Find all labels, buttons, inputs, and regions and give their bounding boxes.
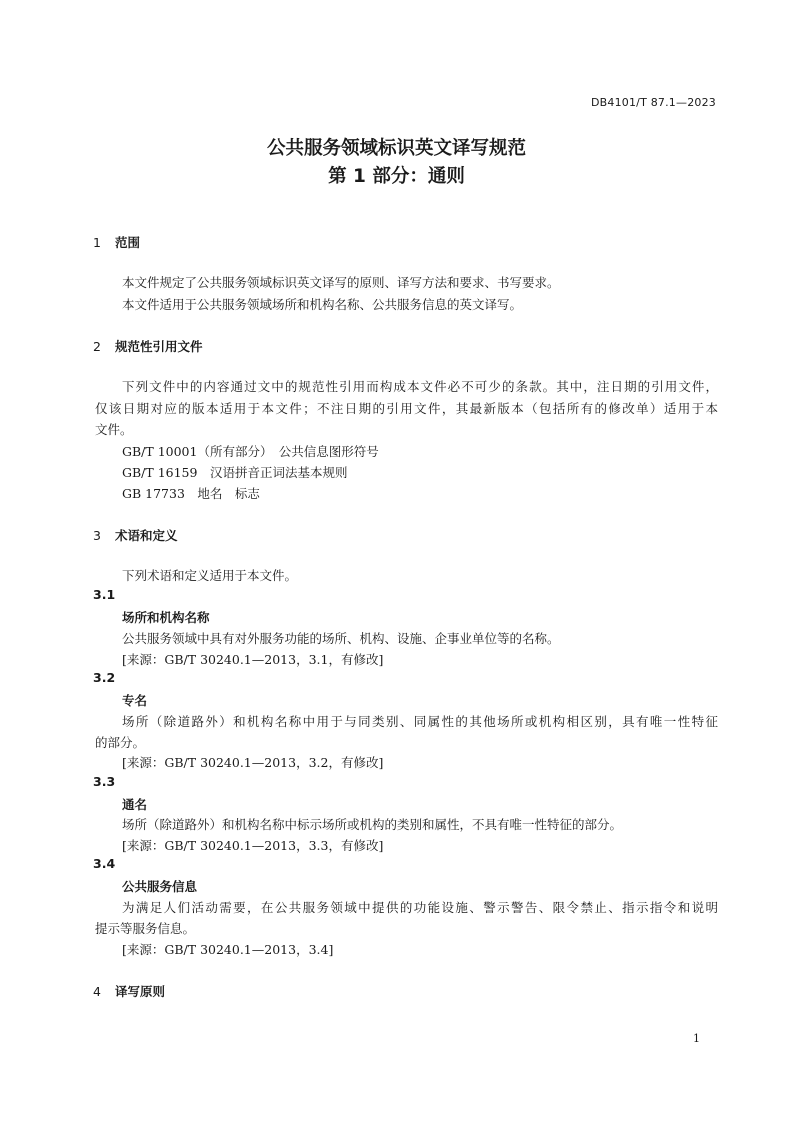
section-number: 3 (93, 528, 101, 543)
term-source: [来源：GB/T 30240.1—2013，3.3，有修改] (122, 838, 384, 853)
reference-item: GB/T 10001（所有部分） 公共信息图形符号 (122, 444, 379, 459)
term-definition: 公共服务领域中具有对外服务功能的场所、机构、设施、企事业单位等的名称。 (122, 631, 560, 646)
term-name: 场所和机构名称 (122, 610, 210, 625)
term-number: 3.4 (93, 856, 116, 871)
document-number: DB4101/T 87.1—2023 (590, 96, 716, 109)
paragraph: 本文件适用于公共服务领域场所和机构名称、公共服务信息的英文译写。 (122, 297, 523, 312)
section-title: 术语和定义 (115, 528, 178, 543)
section-3-heading (93, 526, 178, 544)
section-number: 2 (93, 339, 101, 354)
paragraph-line: 仅该日期对应的版本适用于本文件；不注日期的引用文件，其最新版本（包括所有的修改单）适用于本 (95, 401, 718, 416)
term-source: [来源：GB/T 30240.1—2013，3.4] (122, 942, 334, 957)
document-title: 公共服务领域标识英文译写规范 (266, 138, 526, 159)
term-number: 3.3 (93, 774, 116, 789)
section-1-heading (93, 233, 140, 251)
section-4-heading (93, 982, 165, 1000)
section-title: 范围 (115, 235, 141, 250)
term-definition: 场所（除道路外）和机构名称中用于与同类别、同属性的其他场所或机构相区别，具有唯一性特征 (122, 714, 718, 729)
term-definition: 为满足人们活动需要，在公共服务领域中提供的功能设施、警示警告、限令禁止、指示指令和说明 (122, 900, 718, 915)
term-name: 公共服务信息 (122, 879, 198, 894)
paragraph-line: 下列文件中的内容通过文中的规范性引用而构成本文件必不可少的条款。其中，注日期的引用文件， (122, 379, 718, 394)
paragraph: 本文件规定了公共服务领域标识英文译写的原则、译写方法和要求、书写要求。 (122, 275, 560, 290)
term-source: [来源：GB/T 30240.1—2013，3.2，有修改] (122, 755, 384, 770)
section-title: 译写原则 (115, 984, 166, 999)
term-source: [来源：GB/T 30240.1—2013，3.1，有修改] (122, 652, 384, 667)
paragraph: 下列术语和定义适用于本文件。 (122, 568, 298, 583)
term-number: 3.1 (93, 587, 116, 602)
term-definition: 的部分。 (95, 735, 146, 750)
paragraph-line: 文件。 (95, 422, 133, 437)
term-number: 3.2 (93, 670, 116, 685)
reference-item: GB 17733 地名 标志 (122, 486, 260, 501)
page-number: 1 (693, 1032, 700, 1045)
term-definition: 提示等服务信息。 (95, 921, 196, 936)
section-number: 4 (93, 984, 101, 999)
term-definition: 场所（除道路外）和机构名称中标示场所或机构的类别和属性，不具有唯一性特征的部分。 (122, 817, 623, 832)
section-number: 1 (93, 235, 101, 250)
term-name: 通名 (122, 797, 148, 812)
document-subtitle: 第 1 部分：通则 (328, 166, 465, 187)
section-2-heading (93, 337, 203, 355)
term-name: 专名 (122, 693, 148, 708)
section-title: 规范性引用文件 (115, 339, 203, 354)
reference-item: GB/T 16159 汉语拼音正词法基本规则 (122, 465, 348, 480)
